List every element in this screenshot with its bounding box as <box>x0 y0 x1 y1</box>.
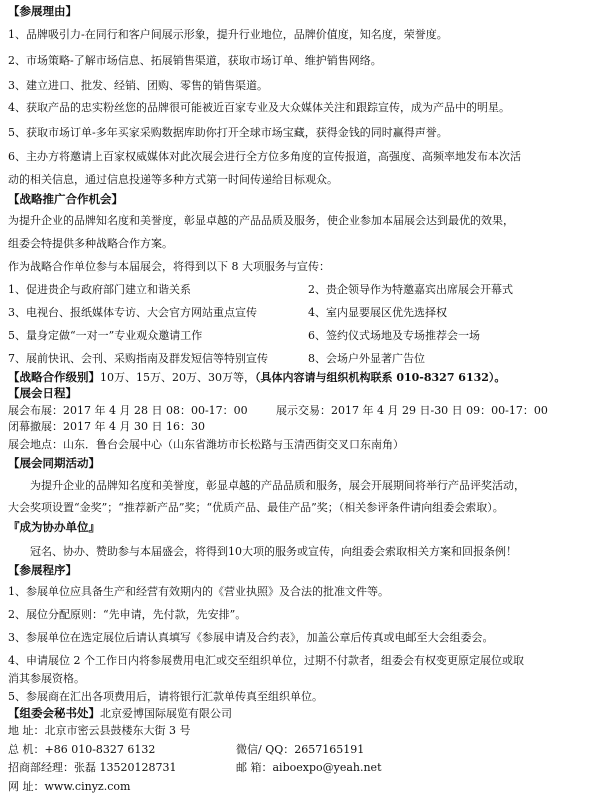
reason-item: 动的相关信息，通过信息投递等多种方式第一时间传递给目标观众。 <box>8 173 338 186</box>
secretariat-email: 邮 箱：aiboexpo@yeah.net <box>236 761 382 774</box>
reason-item: 3、建立进口、批发、经销、团购、零售的销售渠道。 <box>8 79 268 92</box>
reasons-heading: 【参展理由】 <box>8 4 77 18</box>
levels-label: 【战略合作级别】 <box>8 370 100 384</box>
schedule-close: 闭幕撤展：2017 年 4 月 30 日 16：30 <box>8 420 205 433</box>
service-row <box>8 351 594 366</box>
reason-item: 6、主办方将邀请上百家权威媒体对此次展会进行全方位多角度的宣传报道，高强度、高频率地发布本次活 <box>8 150 521 163</box>
secretariat-phone: 总 机：+86 010-8327 6132 <box>8 743 156 756</box>
service-item: 2、贵企领导作为特邀嘉宾出席展会开幕式 <box>308 283 513 296</box>
service-item: 6、签约仪式场地及专场推荐会一场 <box>308 329 480 342</box>
service-row <box>8 282 594 297</box>
reason-item: 4、获取产品的忠实粉丝您的品牌很可能被近百家专业及大众媒体关注和跟踪宣传，成为产品中的明星。 <box>8 101 510 114</box>
assist-heading: 『成为协办单位』 <box>8 520 100 534</box>
cooperation-intro: 作为战略合作单位参与本届展会，将得到以下 8 大项服务与宣传： <box>8 260 330 273</box>
schedule-setup: 展会布展：2017 年 4 月 28 日 08：00-17：00 <box>8 404 248 417</box>
service-item: 7、展前快讯、会刊、采购指南及群发短信等特别宣传 <box>8 352 268 365</box>
secretariat-contact-row <box>8 760 594 775</box>
procedure-heading: 【参展程序】 <box>8 563 77 577</box>
service-row <box>8 305 594 320</box>
service-item: 3、电视台、报纸媒体专访、大会官方网站重点宣传 <box>8 306 257 319</box>
levels-contact: （具体内容请与组织机构联系 010-8327 6132）。 <box>255 371 506 384</box>
procedure-item: 4、申请展位 2 个工作日内将参展费用电汇或交至组织单位，过期不付款者，组委会有权变更原定展位或取 <box>8 654 524 667</box>
schedule-row <box>8 403 594 418</box>
schedule-venue: 展会地点：山东．鲁台会展中心（山东省潍坊市长松路与玉清西街交叉口东南角） <box>8 438 404 451</box>
service-item: 5、量身定做“一对一”专业观众邀请工作 <box>8 329 203 342</box>
secretariat-manager: 招商部经理：张磊 13520128731 <box>8 761 177 774</box>
procedure-item: 2、展位分配原则：“先申请，先付款，先安排”。 <box>8 608 247 621</box>
cooperation-heading: 【战略推广合作机会】 <box>8 192 123 206</box>
cooperation-intro: 组委会特提供多种战略合作方案。 <box>8 237 173 250</box>
procedure-item: 1、参展单位应具备生产和经营有效期内的《营业执照》及合法的批准文件等。 <box>8 585 389 598</box>
procedure-item: 3、参展单位在选定展位后请认真填写《参展申请及合约表》，加盖公章后传真或电邮至大会组委会。 <box>8 631 494 644</box>
activities-text: 大会奖项设置“金奖”；“推荐新产品”奖；“优质产品、最佳产品”奖；（相关参评条件请向组委会索取）。 <box>8 501 504 514</box>
service-item: 1、促进贵企与政府部门建立和谐关系 <box>8 283 191 296</box>
secretariat-company: 北京爱博国际展览有限公司 <box>100 707 232 720</box>
secretariat-heading: 【组委会秘书处】 <box>8 706 100 720</box>
secretariat-website: 网 址：www.cinyz.com <box>8 780 131 793</box>
reason-item: 2、市场策略-了解市场信息、拓展销售渠道，获取市场订单、维护销售网络。 <box>8 54 382 67</box>
schedule-heading: 【展会日程】 <box>8 386 77 400</box>
secretariat-row <box>8 706 594 721</box>
service-item: 4、室内显要展区优先选择权 <box>308 306 447 319</box>
cooperation-intro: 为提升企业的品牌知名度和美誉度，彰显卓越的产品品质及服务，使企业参加本届展会达到最优的效果， <box>8 214 514 227</box>
cooperation-levels <box>8 370 594 385</box>
reason-item: 1、品牌吸引力-在同行和客户间展示形象，提升行业地位，品牌价值度，知名度，荣誉度。 <box>8 28 448 41</box>
secretariat-contact-row <box>8 742 594 757</box>
schedule-trade: 展示交易：2017 年 4 月 29 日-30 日 09：00-17：00 <box>276 404 548 417</box>
service-row <box>8 328 594 343</box>
levels-text: 10万、15万、20万、30万等， <box>100 371 255 384</box>
secretariat-address: 地 址：北京市密云县鼓楼东大街 3 号 <box>8 724 191 737</box>
secretariat-wechat: 微信/ QQ：2657165191 <box>236 743 365 756</box>
activities-heading: 【展会同期活动】 <box>8 456 100 470</box>
assist-text: 冠名、协办、赞助参与本届盛会，将得到10大项的服务或宣传，向组委会索取相关方案和回报条例！ <box>30 545 517 558</box>
procedure-item: 5、参展商在汇出各项费用后，请将银行汇款单传真至组织单位。 <box>8 690 323 703</box>
service-item: 8、会场户外显著广告位 <box>308 352 425 365</box>
activities-text: 为提升企业的品牌知名度和美誉度，彰显卓越的产品品质和服务，展会开展期间将举行产品评奖活动， <box>30 479 525 492</box>
procedure-item: 消其参展资格。 <box>8 672 85 685</box>
reason-item: 5、获取市场订单-多年买家采购数据库助你打开全球市场宝藏，获得金钱的同时赢得声誉。 <box>8 126 448 139</box>
